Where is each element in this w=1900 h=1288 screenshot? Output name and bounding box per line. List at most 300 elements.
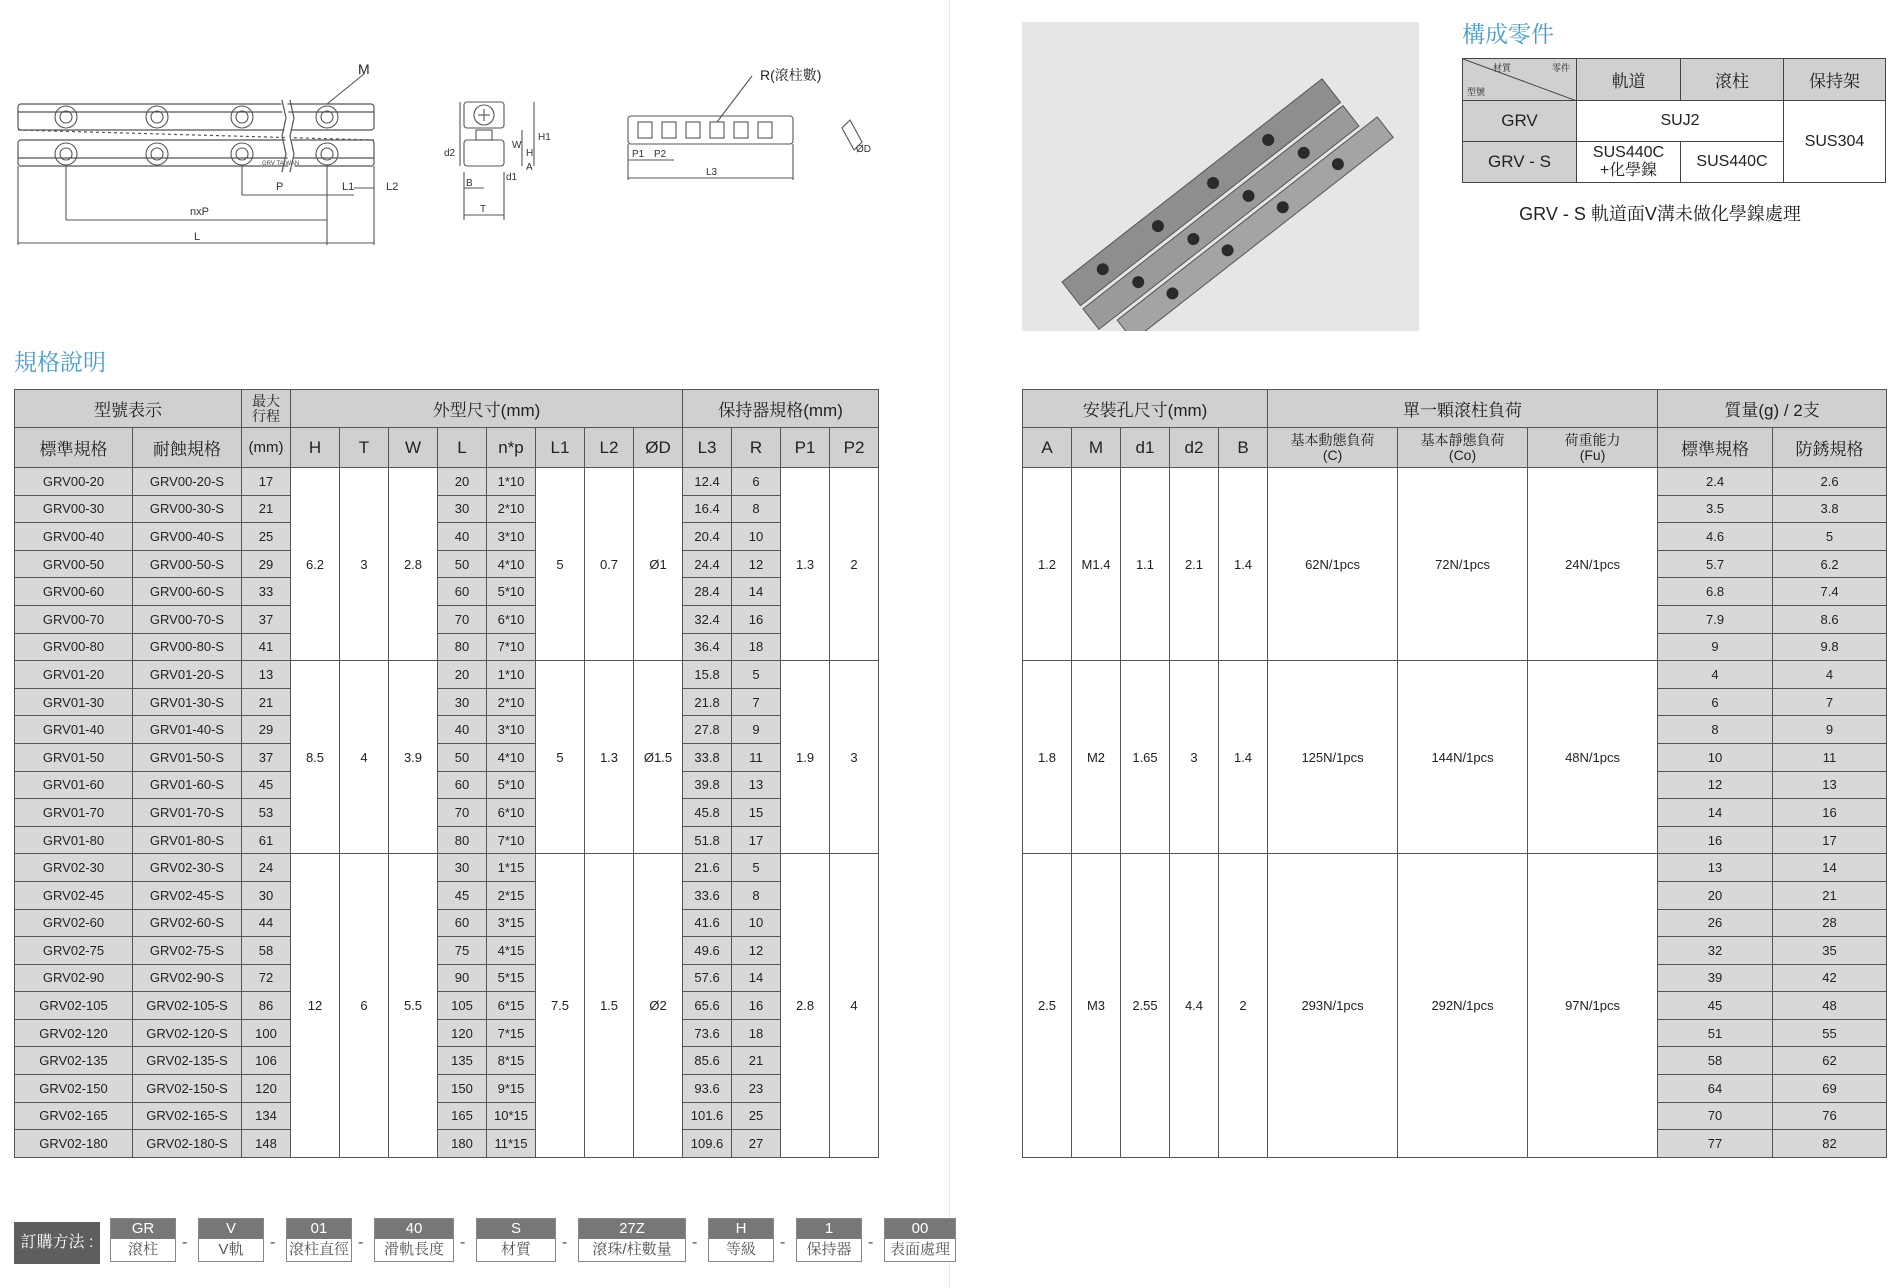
table-row: [15, 550, 879, 578]
header-dynamic-load-line2: (C): [1322, 446, 1343, 463]
nxp-cell: 1*10: [487, 661, 536, 689]
l3-cell: 39.8: [683, 771, 732, 799]
standard-model-cell: GRV02-30: [15, 854, 133, 882]
l3-cell: 15.8: [683, 661, 732, 689]
standard-model-cell: GRV01-40: [15, 716, 133, 744]
table-row: [15, 992, 879, 1020]
header-m: M: [1072, 428, 1121, 468]
l-cell: 70: [438, 799, 487, 827]
load-capacity-cell: 97N/1pcs: [1528, 854, 1658, 1158]
nxp-cell: 2*10: [487, 495, 536, 523]
table-row: [15, 909, 879, 937]
dynamic-load-cell: 125N/1pcs: [1268, 661, 1398, 854]
order-code-box: [708, 1218, 774, 1262]
standard-model-cell: GRV01-80: [15, 826, 133, 854]
order-code-box: [110, 1218, 176, 1262]
materials-table: [1462, 58, 1886, 183]
order-separator: -: [692, 1234, 698, 1251]
p2-cell: 3: [830, 661, 879, 854]
nxp-cell: 2*10: [487, 688, 536, 716]
spec-title: 規格說明: [14, 349, 106, 375]
header-stroke-line2: 行程: [252, 407, 280, 424]
order-code-description: 滾柱: [111, 1239, 175, 1261]
l3-cell: 28.4: [683, 578, 732, 606]
l-cell: 45: [438, 881, 487, 909]
nxp-cell: 5*10: [487, 771, 536, 799]
corrosion-model-cell: GRV01-20-S: [133, 661, 242, 689]
table-row: [15, 1130, 879, 1158]
r-cell: 23: [732, 1075, 781, 1103]
corner-model: 型號: [1467, 87, 1486, 97]
max-stroke-cell: 58: [242, 937, 291, 965]
p2-cell: 4: [830, 854, 879, 1158]
mass-standard-cell: 12: [1658, 771, 1773, 799]
max-stroke-cell: 25: [242, 523, 291, 551]
l-cell: 180: [438, 1130, 487, 1158]
mass-standard-cell: 4.6: [1658, 523, 1773, 551]
mass-rustproof-cell: 9.8: [1773, 633, 1887, 661]
l1-cell: 5: [536, 661, 585, 854]
corrosion-model-cell: GRV02-75-S: [133, 937, 242, 965]
nxp-cell: 9*15: [487, 1075, 536, 1103]
header-t: T: [340, 428, 389, 468]
corrosion-model-cell: GRV00-30-S: [133, 495, 242, 523]
materials-grvs-rail-line1: SUS440C: [1592, 144, 1665, 161]
mass-standard-cell: 26: [1658, 909, 1773, 937]
l3-cell: 33.6: [683, 881, 732, 909]
header-mass: 質量(g) / 2支: [1658, 390, 1887, 428]
header-holes: 安裝孔尺寸(mm): [1023, 390, 1268, 428]
r-cell: 8: [732, 881, 781, 909]
l-cell: 75: [438, 937, 487, 965]
static-load-cell: 144N/1pcs: [1398, 661, 1528, 854]
table-row: [15, 937, 879, 965]
load-capacity-cell: 48N/1pcs: [1528, 661, 1658, 854]
table-row: [15, 1047, 879, 1075]
table-row: [15, 1102, 879, 1130]
standard-model-cell: GRV02-165: [15, 1102, 133, 1130]
mass-rustproof-cell: 21: [1773, 881, 1887, 909]
dim-p2: P2: [654, 149, 667, 160]
corrosion-model-cell: GRV02-135-S: [133, 1047, 242, 1075]
corrosion-model-cell: GRV00-70-S: [133, 605, 242, 633]
dim-a: A: [526, 162, 533, 173]
l3-cell: 32.4: [683, 605, 732, 633]
materials-corner-cell: [1463, 59, 1577, 101]
corrosion-model-cell: GRV02-45-S: [133, 881, 242, 909]
header-mass-rustproof: 防銹規格: [1773, 428, 1887, 468]
mass-standard-cell: 16: [1658, 826, 1773, 854]
nxp-cell: 11*15: [487, 1130, 536, 1158]
l-cell: 90: [438, 964, 487, 992]
l1-cell: 7.5: [536, 854, 585, 1158]
order-code-description: V軌: [199, 1239, 263, 1261]
corrosion-model-cell: GRV02-105-S: [133, 992, 242, 1020]
mass-rustproof-cell: 48: [1773, 992, 1887, 1020]
standard-model-cell: GRV02-75: [15, 937, 133, 965]
max-stroke-cell: 17: [242, 468, 291, 496]
order-code: 40: [375, 1219, 453, 1239]
header-load: 單一顆滾柱負荷: [1268, 390, 1658, 428]
materials-model-grvs: GRV - S: [1463, 142, 1577, 183]
l3-cell: 57.6: [683, 964, 732, 992]
mass-rustproof-cell: 4: [1773, 661, 1887, 689]
l3-cell: 20.4: [683, 523, 732, 551]
order-code: V: [199, 1219, 263, 1239]
label-r: R(滾柱數): [760, 67, 822, 83]
product-photo: [1022, 22, 1419, 331]
table-row: [15, 495, 879, 523]
table-row: [15, 633, 879, 661]
max-stroke-cell: 21: [242, 495, 291, 523]
mass-standard-cell: 70: [1658, 1102, 1773, 1130]
t-cell: 6: [340, 854, 389, 1158]
nxp-cell: 2*15: [487, 881, 536, 909]
a-cell: 1.2: [1023, 468, 1072, 661]
nxp-cell: 5*10: [487, 578, 536, 606]
header-w: W: [389, 428, 438, 468]
header-a: A: [1023, 428, 1072, 468]
l3-cell: 85.6: [683, 1047, 732, 1075]
standard-model-cell: GRV00-70: [15, 605, 133, 633]
r-cell: 25: [732, 1102, 781, 1130]
h-cell: 8.5: [291, 661, 340, 854]
header-l3: L3: [683, 428, 732, 468]
standard-model-cell: GRV02-90: [15, 964, 133, 992]
corrosion-model-cell: GRV02-150-S: [133, 1075, 242, 1103]
header-xd: ØD: [634, 428, 683, 468]
table-row: [15, 716, 879, 744]
l-cell: 30: [438, 688, 487, 716]
header-d2: d2: [1170, 428, 1219, 468]
mass-standard-cell: 32: [1658, 937, 1773, 965]
l-cell: 80: [438, 633, 487, 661]
order-code-description: 表面處理: [885, 1239, 955, 1261]
standard-model-cell: GRV02-45: [15, 881, 133, 909]
standard-model-cell: GRV01-20: [15, 661, 133, 689]
l-cell: 80: [438, 826, 487, 854]
header-standard: 標準規格: [15, 428, 133, 468]
order-code: S: [477, 1219, 555, 1239]
mass-rustproof-cell: 11: [1773, 743, 1887, 771]
max-stroke-cell: 100: [242, 1019, 291, 1047]
header-stroke-line1: 最大: [252, 392, 280, 409]
mass-rustproof-cell: 42: [1773, 964, 1887, 992]
diameter-cell: Ø1.5: [634, 661, 683, 854]
order-code: H: [709, 1219, 773, 1239]
spec-table-right: [1022, 389, 1887, 1158]
mass-rustproof-cell: 76: [1773, 1102, 1887, 1130]
l-cell: 60: [438, 578, 487, 606]
l3-cell: 16.4: [683, 495, 732, 523]
corrosion-model-cell: GRV00-20-S: [133, 468, 242, 496]
mass-standard-cell: 14: [1658, 799, 1773, 827]
header-l: L: [438, 428, 487, 468]
corrosion-model-cell: GRV01-80-S: [133, 826, 242, 854]
d2-cell: 4.4: [1170, 854, 1219, 1158]
r-cell: 6: [732, 468, 781, 496]
order-separator: -: [562, 1234, 568, 1251]
table-row: [15, 468, 879, 496]
l2-cell: 0.7: [585, 468, 634, 661]
r-cell: 5: [732, 661, 781, 689]
max-stroke-cell: 24: [242, 854, 291, 882]
a-cell: 1.8: [1023, 661, 1072, 854]
table-row: [15, 826, 879, 854]
table-row: [15, 605, 879, 633]
l-cell: 50: [438, 550, 487, 578]
standard-model-cell: GRV02-180: [15, 1130, 133, 1158]
max-stroke-cell: 86: [242, 992, 291, 1020]
l3-cell: 21.6: [683, 854, 732, 882]
static-load-cell: 292N/1pcs: [1398, 854, 1528, 1158]
order-code-box: [476, 1218, 556, 1262]
static-load-cell: 72N/1pcs: [1398, 468, 1528, 661]
table-row: [1023, 468, 1887, 496]
max-stroke-cell: 30: [242, 881, 291, 909]
order-separator: -: [460, 1234, 466, 1251]
h-cell: 6.2: [291, 468, 340, 661]
header-p1: P1: [781, 428, 830, 468]
l3-cell: 65.6: [683, 992, 732, 1020]
mass-rustproof-cell: 55: [1773, 1019, 1887, 1047]
mass-standard-cell: 64: [1658, 1075, 1773, 1103]
dim-nxp: nxP: [190, 206, 209, 218]
r-cell: 17: [732, 826, 781, 854]
dim-d1: d1: [506, 172, 518, 183]
table-row: [15, 578, 879, 606]
nxp-cell: 1*10: [487, 468, 536, 496]
rail-drawing: [14, 60, 874, 260]
standard-model-cell: GRV02-120: [15, 1019, 133, 1047]
header-l1: L1: [536, 428, 585, 468]
order-code-description: 材質: [477, 1239, 555, 1261]
standard-model-cell: GRV01-60: [15, 771, 133, 799]
dynamic-load-cell: 293N/1pcs: [1268, 854, 1398, 1158]
materials-grv-material: SUJ2: [1577, 101, 1784, 142]
mass-rustproof-cell: 17: [1773, 826, 1887, 854]
l-cell: 150: [438, 1075, 487, 1103]
w-cell: 3.9: [389, 661, 438, 854]
header-load-capacity-line2: (Fu): [1579, 446, 1606, 463]
corrosion-model-cell: GRV02-90-S: [133, 964, 242, 992]
mass-standard-cell: 10: [1658, 743, 1773, 771]
nxp-cell: 7*15: [487, 1019, 536, 1047]
d1-cell: 1.65: [1121, 661, 1170, 854]
mass-standard-cell: 3.5: [1658, 495, 1773, 523]
order-code: 01: [287, 1219, 351, 1239]
mass-rustproof-cell: 28: [1773, 909, 1887, 937]
materials-header-cage: 保持架: [1784, 59, 1886, 101]
l-cell: 40: [438, 716, 487, 744]
l-cell: 20: [438, 468, 487, 496]
dim-l1: L1: [342, 181, 355, 193]
header-l2: L2: [585, 428, 634, 468]
corner-part: 零件: [1551, 63, 1570, 73]
nxp-cell: 3*15: [487, 909, 536, 937]
d2-cell: 2.1: [1170, 468, 1219, 661]
mass-standard-cell: 20: [1658, 881, 1773, 909]
mass-rustproof-cell: 7: [1773, 688, 1887, 716]
r-cell: 18: [732, 633, 781, 661]
header-b: B: [1219, 428, 1268, 468]
dim-l3: L3: [706, 167, 718, 178]
r-cell: 18: [732, 1019, 781, 1047]
nxp-cell: 7*10: [487, 633, 536, 661]
r-cell: 14: [732, 578, 781, 606]
header-static-load: [1398, 428, 1528, 468]
nxp-cell: 4*15: [487, 937, 536, 965]
standard-model-cell: GRV00-50: [15, 550, 133, 578]
mass-rustproof-cell: 14: [1773, 854, 1887, 882]
nxp-cell: 6*10: [487, 605, 536, 633]
spec-table-left: [14, 389, 879, 1158]
mass-rustproof-cell: 8.6: [1773, 605, 1887, 633]
order-code: 27Z: [579, 1219, 685, 1239]
p1-cell: 1.3: [781, 468, 830, 661]
mass-standard-cell: 7.9: [1658, 605, 1773, 633]
l3-cell: 24.4: [683, 550, 732, 578]
corrosion-model-cell: GRV02-30-S: [133, 854, 242, 882]
header-p2: P2: [830, 428, 879, 468]
order-code-description: 保持器: [797, 1239, 861, 1261]
r-cell: 12: [732, 550, 781, 578]
header-d1: d1: [1121, 428, 1170, 468]
standard-model-cell: GRV00-80: [15, 633, 133, 661]
max-stroke-cell: 37: [242, 743, 291, 771]
dim-l2: L2: [386, 181, 399, 193]
header-corrosion: 耐蝕規格: [133, 428, 242, 468]
l3-cell: 21.8: [683, 688, 732, 716]
l2-cell: 1.3: [585, 661, 634, 854]
max-stroke-cell: 21: [242, 688, 291, 716]
corrosion-model-cell: GRV01-70-S: [133, 799, 242, 827]
mass-standard-cell: 6: [1658, 688, 1773, 716]
max-stroke-cell: 13: [242, 661, 291, 689]
p1-cell: 2.8: [781, 854, 830, 1158]
a-cell: 2.5: [1023, 854, 1072, 1158]
table-row: [15, 1019, 879, 1047]
materials-cage-material: SUS304: [1784, 101, 1886, 183]
dim-l: L: [194, 231, 201, 243]
l-cell: 165: [438, 1102, 487, 1130]
mass-standard-cell: 13: [1658, 854, 1773, 882]
t-cell: 3: [340, 468, 389, 661]
header-dynamic-load: [1268, 428, 1398, 468]
r-cell: 12: [732, 937, 781, 965]
p2-cell: 2: [830, 468, 879, 661]
materials-model-grv: GRV: [1463, 101, 1577, 142]
nxp-cell: 3*10: [487, 716, 536, 744]
l-cell: 120: [438, 1019, 487, 1047]
standard-model-cell: GRV02-105: [15, 992, 133, 1020]
standard-model-cell: GRV02-135: [15, 1047, 133, 1075]
components-title: 構成零件: [1462, 21, 1554, 47]
standard-model-cell: GRV00-60: [15, 578, 133, 606]
l3-cell: 12.4: [683, 468, 732, 496]
materials-header-roller: 滾柱: [1681, 59, 1784, 101]
l3-cell: 36.4: [683, 633, 732, 661]
order-code-box: [796, 1218, 862, 1262]
nxp-cell: 3*10: [487, 523, 536, 551]
materials-note: GRV - S 軌道面V溝未做化學鎳處理: [1519, 204, 1801, 224]
mass-standard-cell: 9: [1658, 633, 1773, 661]
d1-cell: 1.1: [1121, 468, 1170, 661]
order-separator: -: [358, 1234, 364, 1251]
table-row: [15, 771, 879, 799]
table-row: [15, 661, 879, 689]
mass-standard-cell: 39: [1658, 964, 1773, 992]
r-cell: 5: [732, 854, 781, 882]
r-cell: 27: [732, 1130, 781, 1158]
h-cell: 12: [291, 854, 340, 1158]
max-stroke-cell: 45: [242, 771, 291, 799]
p1-cell: 1.9: [781, 661, 830, 854]
dim-d: ØD: [856, 144, 871, 155]
mass-standard-cell: 6.8: [1658, 578, 1773, 606]
table-row: [15, 964, 879, 992]
corrosion-model-cell: GRV02-180-S: [133, 1130, 242, 1158]
b-cell: 2: [1219, 854, 1268, 1158]
m-cell: M3: [1072, 854, 1121, 1158]
l-cell: 50: [438, 743, 487, 771]
page-divider: [949, 0, 950, 1288]
l3-cell: 45.8: [683, 799, 732, 827]
l2-cell: 1.5: [585, 854, 634, 1158]
corrosion-model-cell: GRV02-120-S: [133, 1019, 242, 1047]
standard-model-cell: GRV02-60: [15, 909, 133, 937]
max-stroke-cell: 29: [242, 550, 291, 578]
max-stroke-cell: 148: [242, 1130, 291, 1158]
corrosion-model-cell: GRV00-50-S: [133, 550, 242, 578]
dim-h: H: [526, 148, 534, 159]
header-load-capacity: [1528, 428, 1658, 468]
mass-standard-cell: 77: [1658, 1130, 1773, 1158]
b-cell: 1.4: [1219, 468, 1268, 661]
l-cell: 60: [438, 771, 487, 799]
corrosion-model-cell: GRV00-40-S: [133, 523, 242, 551]
l3-cell: 41.6: [683, 909, 732, 937]
l-cell: 30: [438, 854, 487, 882]
order-code-box: [374, 1218, 454, 1262]
l-cell: 70: [438, 605, 487, 633]
l-cell: 30: [438, 495, 487, 523]
header-mm: (mm): [242, 428, 291, 468]
rail-marking: GRV TAIWAN: [262, 161, 300, 167]
l3-cell: 27.8: [683, 716, 732, 744]
corrosion-model-cell: GRV01-50-S: [133, 743, 242, 771]
l-cell: 105: [438, 992, 487, 1020]
dim-p1: P1: [632, 149, 645, 160]
table-row: [15, 1075, 879, 1103]
nxp-cell: 5*15: [487, 964, 536, 992]
mass-standard-cell: 45: [1658, 992, 1773, 1020]
max-stroke-cell: 72: [242, 964, 291, 992]
corrosion-model-cell: GRV01-60-S: [133, 771, 242, 799]
standard-model-cell: GRV01-50: [15, 743, 133, 771]
l3-cell: 51.8: [683, 826, 732, 854]
nxp-cell: 10*15: [487, 1102, 536, 1130]
standard-model-cell: GRV00-20: [15, 468, 133, 496]
order-separator: -: [780, 1234, 786, 1251]
standard-model-cell: GRV01-70: [15, 799, 133, 827]
standard-model-cell: GRV02-150: [15, 1075, 133, 1103]
header-h: H: [291, 428, 340, 468]
dim-d2: d2: [444, 148, 456, 159]
table-row: [1023, 661, 1887, 689]
header-cage: 保持器規格(mm): [683, 390, 879, 428]
order-code-box: [198, 1218, 264, 1262]
